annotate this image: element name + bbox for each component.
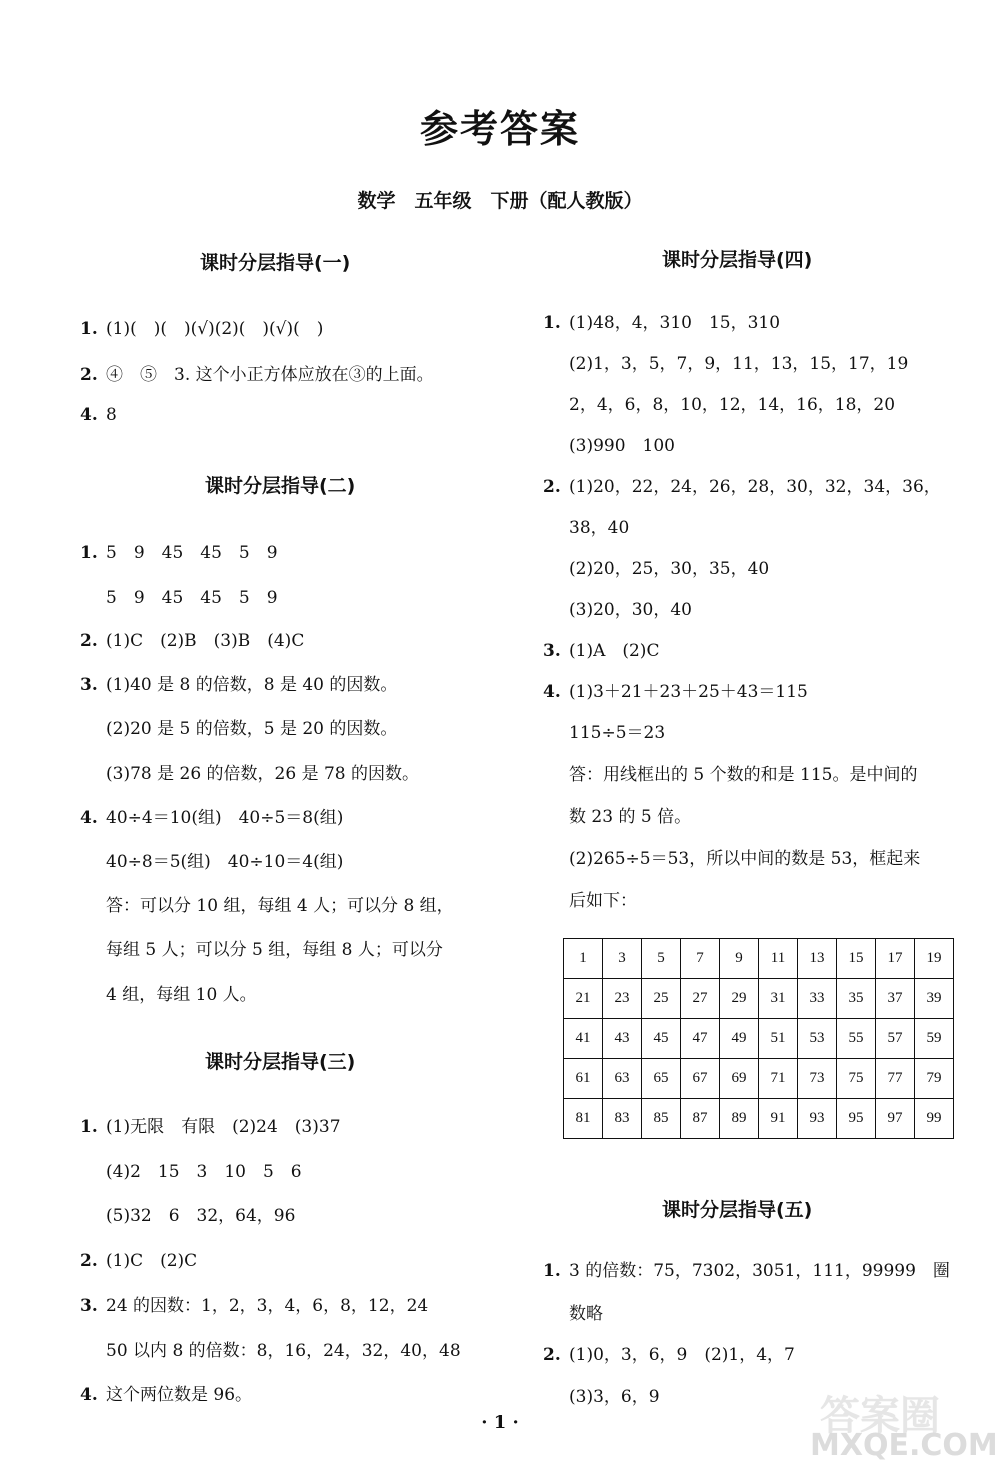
grid-cell: 13 [798, 939, 837, 979]
answer-line: 3. (1)A (2)C [543, 641, 660, 661]
grid-cell: 69 [720, 1059, 759, 1099]
grid-cell: 41 [564, 1019, 603, 1059]
grid-row [564, 939, 954, 979]
answer-line: 3. 24 的因数：1，2，3，4，6，8，12，24 [80, 1296, 429, 1316]
grid-cell: 83 [603, 1099, 642, 1139]
grid-cell: 3 [603, 939, 642, 979]
grid-cell: 5 [642, 939, 681, 979]
watermark: MXQE.COM [810, 1428, 998, 1463]
grid-cell: 17 [876, 939, 915, 979]
grid-cell: 15 [837, 939, 876, 979]
grid-cell: 59 [915, 1019, 954, 1059]
answer-line: (2)265÷5＝53，所以中间的数是 53，框起来 [569, 849, 921, 869]
answer-line: 4 组，每组 10 人。 [106, 985, 257, 1005]
section-heading-2: 课时分层指导(二) [205, 475, 356, 497]
answer-line: 2. (1)C (2)C [80, 1251, 198, 1271]
answer-line: (2)20 是 5 的倍数，5 是 20 的因数。 [106, 719, 398, 739]
grid-cell: 77 [876, 1059, 915, 1099]
answer-line: 5 9 45 45 5 9 [106, 588, 278, 608]
answer-line: 1. (1)48，4，310 15，310 [543, 313, 781, 333]
answer-line: (3)20，30，40 [569, 600, 692, 620]
grid-cell: 31 [759, 979, 798, 1019]
grid-cell: 79 [915, 1059, 954, 1099]
grid-cell: 11 [759, 939, 798, 979]
grid-cell: 45 [642, 1019, 681, 1059]
grid-cell: 25 [642, 979, 681, 1019]
grid-cell: 85 [642, 1099, 681, 1139]
grid-cell: 55 [837, 1019, 876, 1059]
answer-line: 2. ④ ⑤ 3. 这个小正方体应放在③的上面。 [80, 365, 434, 385]
answer-line: 2，4，6，8，10，12，14，16，18，20 [569, 395, 896, 415]
grid-cell: 95 [837, 1099, 876, 1139]
grid-row [564, 1099, 954, 1139]
grid-cell: 21 [564, 979, 603, 1019]
page-subtitle: 数学 五年级 下册（配人教版） [357, 190, 643, 212]
grid-cell: 73 [798, 1059, 837, 1099]
grid-cell: 61 [564, 1059, 603, 1099]
answer-line: (3)990 100 [569, 436, 675, 456]
section-heading-5: 课时分层指导(五) [662, 1199, 813, 1221]
answer-line: (2)20，25，30，35，40 [569, 559, 770, 579]
answer-line: 答：用线框出的 5 个数的和是 115。是中间的 [569, 765, 918, 785]
watermark-logo: 答案圈 [820, 1393, 940, 1439]
section-heading-1: 课时分层指导(一) [200, 252, 351, 274]
grid-cell: 91 [759, 1099, 798, 1139]
answer-line: 38，40 [569, 518, 630, 538]
answer-line: 数略 [569, 1304, 603, 1324]
answer-line: 115÷5＝23 [569, 723, 666, 743]
answer-line: 每组 5 人；可以分 5 组，每组 8 人；可以分 [106, 940, 443, 960]
grid-row [564, 1019, 954, 1059]
answer-line: 40÷8＝5(组) 40÷10＝4(组) [106, 852, 344, 872]
answer-line: 1. (1)无限 有限 (2)24 (3)37 [80, 1117, 341, 1137]
grid-cell: 9 [720, 939, 759, 979]
grid-cell: 97 [876, 1099, 915, 1139]
grid-cell: 33 [798, 979, 837, 1019]
grid-cell: 35 [837, 979, 876, 1019]
grid-cell: 71 [759, 1059, 798, 1099]
grid-cell: 67 [681, 1059, 720, 1099]
answer-line: 50 以内 8 的倍数：8，16，24，32，40，48 [106, 1341, 461, 1361]
grid-cell: 63 [603, 1059, 642, 1099]
answer-line: 数 23 的 5 倍。 [569, 807, 692, 827]
answer-line: 2. (1)20，22，24，26，28，30，32，34，36， [543, 477, 941, 497]
grid-cell: 65 [642, 1059, 681, 1099]
grid-cell: 39 [915, 979, 954, 1019]
grid-cell: 27 [681, 979, 720, 1019]
answer-line: 2. (1)C (2)B (3)B (4)C [80, 631, 305, 651]
answer-line: (5)32 6 32，64，96 [106, 1206, 296, 1226]
grid-cell: 7 [681, 939, 720, 979]
grid-cell: 87 [681, 1099, 720, 1139]
answer-line: 4. 这个两位数是 96。 [80, 1385, 253, 1405]
answer-line: 4. 8 [80, 405, 117, 425]
answer-line: 3. (1)40 是 8 的倍数，8 是 40 的因数。 [80, 675, 398, 695]
grid-row [564, 979, 954, 1019]
grid-cell: 19 [915, 939, 954, 979]
grid-cell: 1 [564, 939, 603, 979]
answer-line: 4. 40÷4＝10(组) 40÷5＝8(组) [80, 808, 344, 828]
grid-cell: 99 [915, 1099, 954, 1139]
grid-cell: 37 [876, 979, 915, 1019]
number-grid [563, 938, 954, 1139]
answer-line: 1. (1)( )( )(√)(2)( )(√)( ) [80, 319, 324, 339]
page-number: · 1 · [481, 1412, 519, 1433]
grid-cell: 43 [603, 1019, 642, 1059]
section-heading-4: 课时分层指导(四) [662, 249, 813, 271]
answer-line: 4. (1)3＋21＋23＋25＋43＝115 [543, 682, 808, 702]
grid-cell: 57 [876, 1019, 915, 1059]
grid-cell: 23 [603, 979, 642, 1019]
answer-line: (4)2 15 3 10 5 6 [106, 1162, 302, 1182]
grid-cell: 49 [720, 1019, 759, 1059]
grid-cell: 51 [759, 1019, 798, 1059]
answer-line: 后如下： [569, 891, 637, 911]
grid-cell: 93 [798, 1099, 837, 1139]
grid-cell: 89 [720, 1099, 759, 1139]
grid-cell: 81 [564, 1099, 603, 1139]
grid-cell: 75 [837, 1059, 876, 1099]
answer-line: (3)3，6，9 [569, 1387, 660, 1407]
answer-line: 1. 5 9 45 45 5 9 [80, 543, 278, 563]
answer-line: 答：可以分 10 组，每组 4 人；可以分 8 组， [106, 896, 454, 916]
answer-line: 2. (1)0，3，6，9 (2)1，4，7 [543, 1345, 795, 1365]
answer-line: 1. 3 的倍数：75，7302，3051，111，99999 圈 [543, 1261, 950, 1281]
grid-cell: 53 [798, 1019, 837, 1059]
grid-cell: 47 [681, 1019, 720, 1059]
page-title: 参考答案 [419, 106, 580, 151]
answer-line: (3)78 是 26 的倍数，26 是 78 的因数。 [106, 764, 420, 784]
grid-cell: 29 [720, 979, 759, 1019]
section-heading-3: 课时分层指导(三) [205, 1051, 356, 1073]
answer-line: (2)1，3，5，7，9，11，13，15，17，19 [569, 354, 909, 374]
grid-row [564, 1059, 954, 1099]
